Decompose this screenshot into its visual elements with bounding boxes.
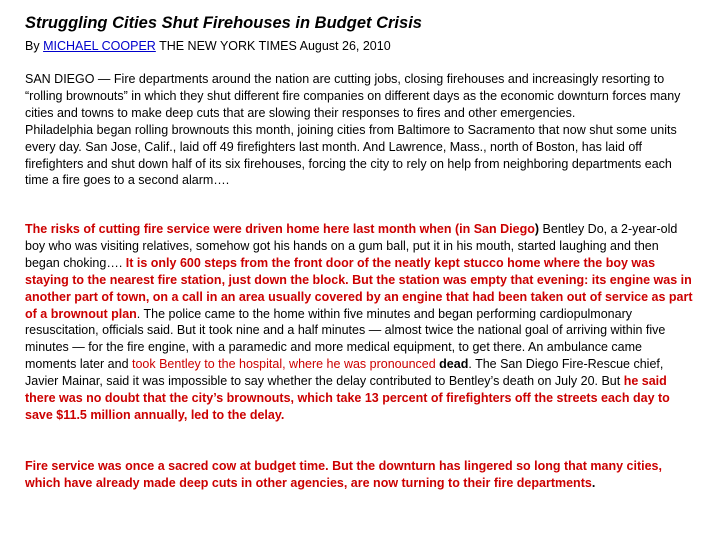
article-title: Struggling Cities Shut Firehouses in Budget Crisis — [25, 14, 422, 32]
fire-station-empty-text: It is only 600 steps from the front door of the neatly kept stucco home where the boy was staying to the nearest fire station, just down the block. But the station was empty that evening: its engine was in another part of town, on a call in an area usually covered by an engine that had been taken out of service as part of a brownout plan — [25, 255, 693, 321]
byline — [25, 39, 391, 53]
bentley-choking-text: Bentley Do, a 2-year-old boy who was visiting relatives, somehow got his hands on a gum ball, put it in his mouth, started laughing and then began choking…. — [25, 222, 678, 270]
risks-lead-sentence: The risks of cutting fire service were driven home here last month when (in San Diego — [25, 222, 535, 236]
paragraph-sacred-cow — [25, 458, 695, 492]
sacred-cow-text: Fire service was once a sacred cow at budget time. But the downturn has lingered so long that many cities, which have already made deep cuts in other agencies, are now turning to their fire departments — [25, 459, 662, 490]
byline-prefix: By — [25, 39, 44, 53]
brownouts-delay-text: he said there was no doubt that the city’s brownouts, which take 13 percent of firefighters off the streets each day to save $11.5 million annually, led to the delay. — [25, 374, 670, 422]
dead-word: dead — [439, 357, 469, 372]
final-period: . — [591, 475, 596, 490]
intro-text-philadelphia: Philadelphia began rolling brownouts this month, joining cities from Baltimore to Sacramento that now shut some units every day. San Jose, Calif., laid off 49 firefighters last month. And Lawrence, Mass., north of Boston, has laid off firefighters and shut down half of its six firehouses, forcing the city to rely on help from neighboring departments each time a fire goes to a second alarm…. — [25, 122, 677, 188]
paragraph-bentley — [25, 221, 695, 424]
hospital-text: took Bentley to the hospital, where he was pronounced — [132, 357, 440, 372]
intro-text-sandiego: SAN DIEGO — Fire departments around the nation are cutting jobs, closing firehouses and increasingly resorting to “rolling brownouts” in which they shut different fire companies on different days as the economic downturn forces many cities and towns to make deep cuts that are slowing their responses to fires and other emergencies. — [25, 72, 681, 120]
chief-statement-text: . The San Diego Fire-Rescue chief, Javier Mainar, said it was impossible to say whether the delay contributed to Bentley’s death on July 20. But — [25, 357, 664, 389]
paragraph-intro — [25, 71, 695, 189]
byline-source-date: THE NEW YORK TIMES August 26, 2010 — [155, 39, 391, 53]
author-link[interactable]: MICHAEL COOPER — [43, 39, 156, 53]
police-response-text: . The police came to the home within five minutes and began performing cardiopulmonary resuscitation, officials said. But it took nine and a half minutes — almost twice the national goal of arriving within five minutes — for the fire engine, with a paramedic and more medical equipment, to get there. An ambulance came moments later and — [25, 306, 666, 372]
closing-paren: ) — [534, 222, 540, 236]
